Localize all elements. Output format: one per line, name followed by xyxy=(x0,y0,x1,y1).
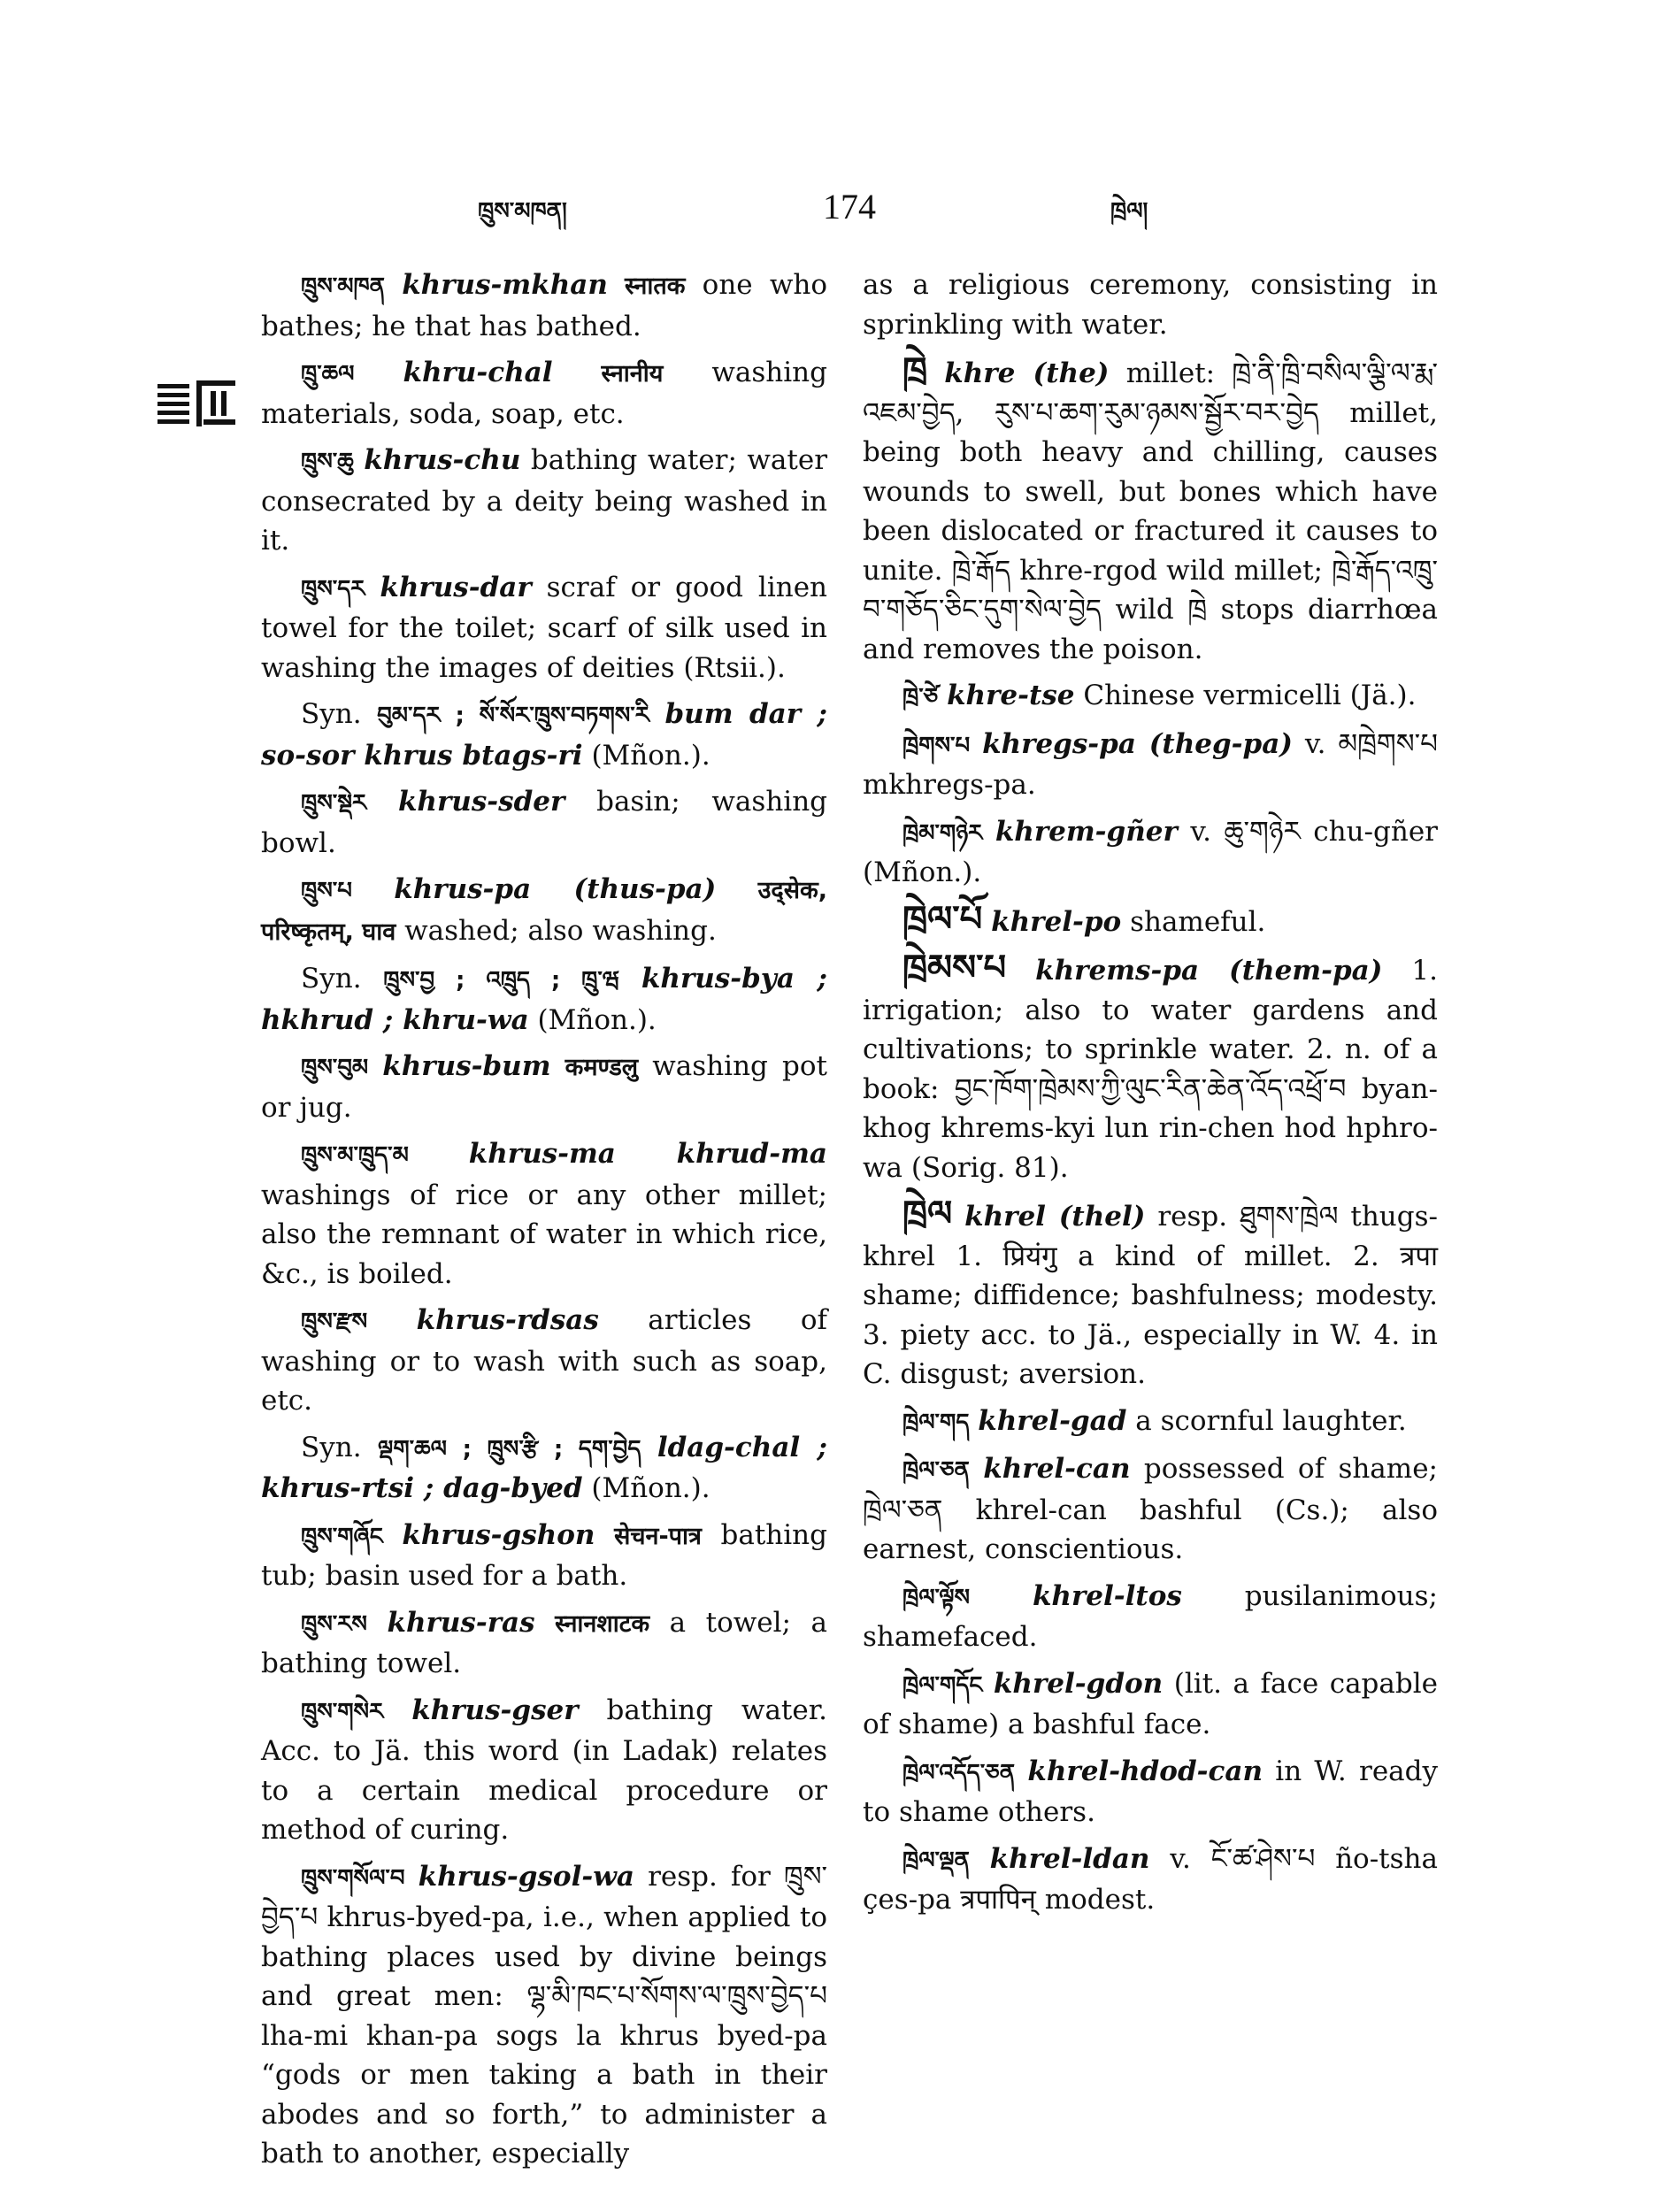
transliteration: khrem-gñer xyxy=(995,815,1178,848)
definition: millet: ཁྲེ་ནི་ཁྲི་བསིལ་ལྕི་ལ་རྨ་འཇམ་བྱེད, རུས་པ་ཆག་རུམ་ཉམས་སྦྱོར་བར་བྱེད millet, being both heavy and chilling, causes wounds to swell, but bones which have been dislocated or fractured it causes to unite. ཁྲེ་རྒོད khre-rgod wild millet; ཁྲེ་རྒོད་འཁྲུ་བ་གཅོད་ཅིང་དུག་སེལ་བྱེད wild ཁྲེ stops diarrhœa and removes the poison. xyxy=(863,357,1438,665)
dict-entry xyxy=(261,265,827,346)
transliteration: khrus-pa (thus-pa) xyxy=(394,873,717,905)
definition: washing materials, soda, soap, etc. xyxy=(261,357,827,430)
dict-entry xyxy=(261,1516,827,1596)
dict-entry xyxy=(863,1194,1438,1394)
dict-entry xyxy=(863,1664,1438,1745)
tibetan-headword: ཁྲུས་གཞོང xyxy=(301,1523,383,1550)
tibetan-headword: ཁྲེལ xyxy=(902,1194,953,1234)
sanskrit-equivalent: उद्सेक, परिष्कृतम्, घाव xyxy=(261,877,827,946)
transliteration: khre (the) xyxy=(944,357,1110,389)
tibetan-headword: ཁྲུས་རས xyxy=(301,1610,367,1638)
transliteration: khrel-ldan xyxy=(989,1842,1150,1875)
sanskrit-equivalent: स्नातक xyxy=(625,273,686,300)
tibetan-headword: ཁྲེལ་ལྟོས xyxy=(902,1584,971,1611)
transliteration: khrus-mkhan xyxy=(402,269,608,301)
definition: in W. ready to shame others. xyxy=(863,1755,1439,1828)
dict-entry xyxy=(863,1577,1438,1657)
tibetan-headword: ཁྲེལ་ལྡན xyxy=(902,1847,970,1874)
tibetan-headword: ཁྲུས་རྫས xyxy=(301,1309,368,1335)
dict-entry xyxy=(863,351,1438,669)
dict-entry xyxy=(863,949,1438,1187)
tibetan-headword: ཁྲུས་སྡེར xyxy=(301,790,367,817)
definition: washing pot or jug. xyxy=(261,1050,827,1124)
definition: a towel; a bathing towel. xyxy=(261,1606,828,1679)
dict-entry xyxy=(863,725,1438,805)
transliteration: khrus-gsol-wa xyxy=(418,1860,635,1893)
definition: pusilanimous; shamefaced. xyxy=(863,1579,1439,1653)
transliteration: khrus-dar xyxy=(380,571,532,603)
definition: v. ཆུ་གཉེར chu-gñer (Mñon.). xyxy=(863,815,1438,888)
header-right-word: ཁྲེལ། xyxy=(1110,198,1148,225)
sanskrit-equivalent: कमण्डलु xyxy=(565,1054,639,1081)
transliteration: khrel-can xyxy=(983,1453,1131,1485)
tibetan-headword: ཁྲེལ་ཅན xyxy=(902,1457,970,1484)
definition: scraf or good linen towel for the toilet; scarf of silk used in washing the images of deities (Rtsii.). xyxy=(261,571,828,684)
transliteration: khrus-gser xyxy=(411,1694,579,1726)
left-column xyxy=(261,265,827,2181)
definition: resp. for ཁྲུས་བྱེད་པ khrus-byed-pa, i.e., when applied to bathing places used by divine beings and great men: ལྷ་མི་ཁང་པ་སོགས་ལ་ཁྲུས་བྱེད་པ lha-mi khan-pa sogs la khrus byed-pa “gods or men taking a bath in their abodes and so forth,” to administer a bath to another, especially xyxy=(261,1860,828,2170)
dict-entry xyxy=(863,1839,1438,1920)
syn-label: Syn. xyxy=(301,963,362,995)
page-number: 174 xyxy=(823,187,876,227)
transliteration: khrus-bya ; hkhrud ; khru-wa xyxy=(261,963,827,1036)
dict-entry xyxy=(261,695,827,775)
page-header xyxy=(0,186,1659,239)
tibetan-headword: ཁྲེམས་པ xyxy=(902,948,1007,988)
tibetan-headword: ཁྲེལ་གདོང xyxy=(902,1671,983,1699)
tibetan-headword: ཁྲུས་མ་ཁྲུད་མ xyxy=(301,1142,409,1169)
definition: resp. ཐུགས་ཁྲེལ thugs-khrel 1. प्रियंगु a kind of millet. 2. त्रपा shame; diffidence; bashfulness; modesty. 3. piety acc. to Jä., especially in W. 4. in C. disgust; aversion. xyxy=(863,1201,1438,1390)
definition: v. ངོ་ཚ་ཤེས་པ ño-tsha çes-pa त्रपापिन् modest. xyxy=(863,1842,1438,1916)
tibetan-headword: ཁྲེལ་འདོད་ཅན xyxy=(902,1759,1016,1786)
dict-entry xyxy=(261,1857,827,2174)
tibetan-headword: ཁྲེམ་གཉེར xyxy=(902,819,983,847)
transliteration: khrel-gdon xyxy=(993,1667,1164,1700)
definition: (Mñon.). xyxy=(537,1003,657,1036)
transliteration: khrus-ras xyxy=(387,1606,535,1639)
definition: v. མཁྲེགས་པ mkhregs-pa. xyxy=(863,727,1439,801)
tibetan-headword: ཁྲུས་དར xyxy=(301,575,365,603)
dict-entry xyxy=(863,1752,1438,1832)
sanskrit-equivalent: स्नानीय xyxy=(601,360,664,388)
transliteration: khrus-rdsas xyxy=(416,1304,599,1336)
sanskrit-equivalent: सेचन-पात्र xyxy=(614,1522,702,1550)
transliteration: khregs-pa (theg-pa) xyxy=(982,727,1293,760)
tibetan-headword: ཁྲུས་པ xyxy=(301,878,352,904)
dict-entry xyxy=(261,353,827,434)
dict-entry xyxy=(261,568,827,688)
definition: possessed of shame; ཁྲེལ་ཅན khrel-can bashful (Cs.); also earnest, conscientious. xyxy=(863,1453,1438,1565)
definition: washings of rice or any other millet; also the remnant of water in which rice, &c., is boiled. xyxy=(261,1179,827,1290)
syn-label: Syn. xyxy=(301,1431,362,1463)
definition: articles of washing or to wash with such as soap, etc. xyxy=(261,1304,827,1417)
tibetan-headword: ཁྲེལ་པོ xyxy=(902,898,983,940)
definition: one who bathes; he that has bathed. xyxy=(261,269,827,342)
definition: a scornful laughter. xyxy=(1135,1404,1407,1437)
dict-entry xyxy=(863,1449,1438,1570)
right-column xyxy=(863,265,1438,1927)
tibetan-headword: ཁྲུས་བུམ xyxy=(301,1055,369,1081)
definition: Chinese vermicelli (Jä.). xyxy=(1083,680,1417,711)
definition: bathing tub; basin used for a bath. xyxy=(261,1518,827,1592)
tibetan-headword: ཁྲུ་ཆལ xyxy=(301,361,355,388)
definition: bathing water. Acc. to Jä. this word (in Ladak) relates to a certain medical procedure or method of curing. xyxy=(261,1694,827,1846)
dict-entry xyxy=(261,1134,827,1294)
tibetan-headword: ཁྲུས་གསེར xyxy=(301,1698,384,1725)
definition: (lit. a face capable of shame) a bashful face. xyxy=(863,1667,1438,1740)
definition: (Mñon.). xyxy=(591,1472,710,1504)
tibetan-headword: ལྡག་ཆལ ; ཁྲུས་རྩི ; དག་བྱེད xyxy=(378,1435,641,1463)
definition: washed; also washing. xyxy=(404,914,717,947)
tibetan-headword: ཁྲུས་མཁན xyxy=(301,273,386,300)
transliteration: khru-chal xyxy=(403,357,553,388)
definition: bathing water; water consecrated by a deity being washed in it. xyxy=(261,444,828,557)
tibetan-headword: ཁྲེ་ཙེ xyxy=(902,684,939,710)
dict-entry xyxy=(261,1691,827,1850)
transliteration: khrus-bum xyxy=(382,1050,551,1082)
tibetan-headword: བུམ་དར ; སོ་སོར་ཁྲུས་བཏགས་རི xyxy=(377,703,649,729)
dict-entry xyxy=(261,959,827,1040)
tibetan-headword: ཁྲེ xyxy=(902,350,927,391)
transliteration: khre-tse xyxy=(947,680,1075,711)
transliteration: khrel-ltos xyxy=(1032,1579,1182,1612)
dict-entry xyxy=(863,900,1438,942)
definition: (Mñon.). xyxy=(591,739,710,772)
transliteration: bum dar ; so-sor khrus btags-ri xyxy=(261,698,827,772)
transliteration: khrel-po xyxy=(991,905,1122,938)
dict-entry xyxy=(261,1428,827,1509)
definition: shameful. xyxy=(1130,905,1266,938)
header-left-word: ཁྲུས་མཁན། xyxy=(478,198,567,225)
dict-entry xyxy=(261,441,827,561)
transliteration: khrel-gad xyxy=(978,1404,1127,1437)
transliteration: khrel-hdod-can xyxy=(1027,1755,1263,1787)
transliteration: khrems-pa (them-pa) xyxy=(1035,955,1383,987)
sanskrit-equivalent: स्नानशाटक xyxy=(555,1609,650,1638)
transliteration: khrus-ma khrud-ma xyxy=(468,1138,827,1170)
transliteration: khrel (thel) xyxy=(964,1201,1146,1233)
tibetan-headword: ཁྲུས་བྱ ; འཁྲུད ; ཁྲུ་ཝ xyxy=(383,967,620,994)
margin-section-marker-icon xyxy=(157,380,237,426)
definition: as a religious ceremony, consisting in sprinkling with water. xyxy=(863,269,1438,341)
transliteration: khrus-sder xyxy=(397,786,565,818)
dict-entry xyxy=(261,1301,827,1421)
syn-label: Syn. xyxy=(301,698,362,730)
definition: basin; washing bowl. xyxy=(261,786,828,859)
tibetan-headword: ཁྲེལ་གད xyxy=(902,1409,970,1436)
dict-entry xyxy=(863,1402,1438,1443)
dict-entry xyxy=(863,812,1438,893)
transliteration: khrus-gshon xyxy=(402,1518,595,1551)
dict-entry xyxy=(261,782,827,863)
transliteration: ldag-chal ; khrus-rtsi ; dag-byed xyxy=(261,1431,827,1504)
tibetan-headword: ཁྲེགས་པ xyxy=(902,732,971,759)
dict-entry xyxy=(261,1047,827,1127)
dict-entry-continuation xyxy=(863,265,1438,344)
tibetan-headword: ཁྲུས་ཆུ xyxy=(301,449,354,475)
dict-entry xyxy=(261,870,827,952)
definition: 1. irrigation; also to water gardens and cultivations; to sprinkle water. 2. n. of a book: བྱང་ཁོག་ཁྲེམས་ཀྱི་ལུང་རིན་ཆེན་འོད་འཕྲོ་བ byan-khog khrems-kyi lun rin-chen hod hphro-wa (Sorig. 81). xyxy=(863,955,1438,1184)
dict-entry xyxy=(863,676,1438,718)
dict-entry xyxy=(261,1603,827,1684)
transliteration: khrus-chu xyxy=(364,444,521,476)
tibetan-headword: ཁྲུས་གསོལ་བ xyxy=(301,1864,405,1892)
